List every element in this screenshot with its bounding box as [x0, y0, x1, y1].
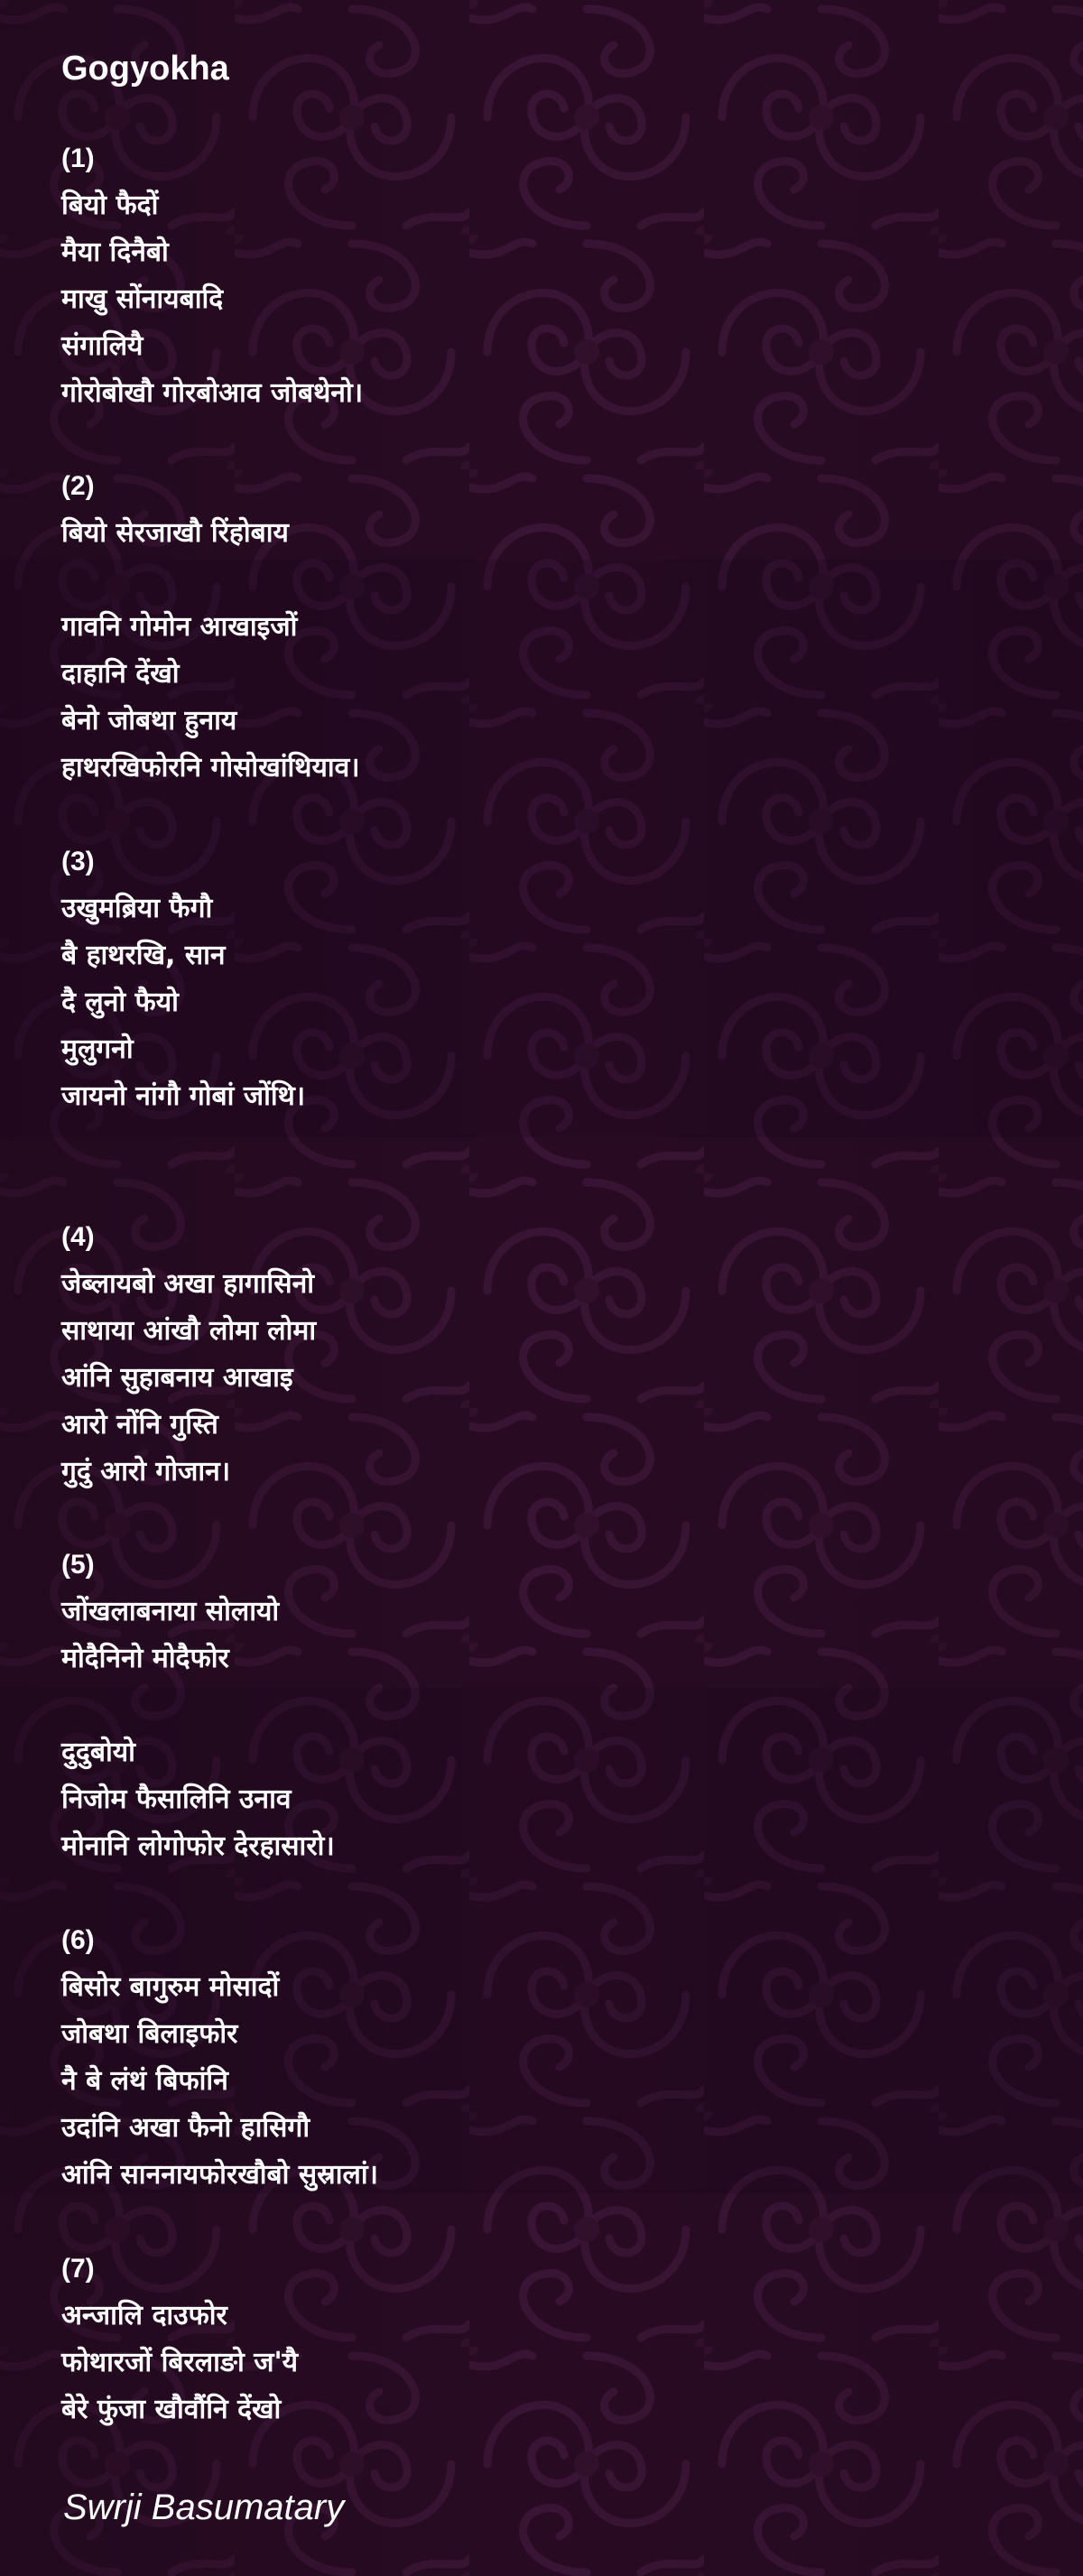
stanza-number: (4)	[61, 1222, 95, 1252]
poem-line: उदांनि अखा फैनो हासिगौ	[61, 2112, 310, 2144]
poem-line: गुदुं आरो गोजान।	[61, 1456, 231, 1487]
stanza-5	[61, 1542, 1036, 1870]
stanza-4	[61, 1214, 1036, 1496]
poem-line: आंनि साननायफोरखौबो सुस्रालां।	[61, 2159, 378, 2191]
poem-line: आरो नोंनि गुस्ति	[61, 1409, 218, 1441]
stanza-1	[61, 135, 1036, 417]
poem-line: मोनानि लोगोफोर देरहासारो।	[61, 1830, 335, 1862]
stanza-number: (3)	[61, 847, 95, 876]
stanza-number: (1)	[61, 144, 95, 173]
poem-line: मुलुगनो	[61, 1033, 134, 1065]
poem-line: दुदुबोयो	[61, 1737, 135, 1768]
poem-line: गोरोबोखौ गोरबोआव जोबथेनो।	[61, 377, 364, 409]
poem-line: अन्जालि दाउफोर	[61, 2300, 227, 2331]
stanza-2	[61, 463, 1036, 792]
poem-line	[61, 1682, 1036, 1729]
stanza-6	[61, 1917, 1036, 2199]
poem-line: जोबथा बिलाइफोर	[61, 2018, 238, 2050]
poem-line: दाहानि देंखो	[61, 658, 180, 690]
stanza-number: (2)	[61, 471, 95, 501]
poem-line: बिसोर बागुरुम मोसादों	[61, 1971, 280, 2003]
poem-line: साथाया आंखौ लोमा लोमा	[61, 1315, 317, 1347]
stanza-number: (5)	[61, 1550, 95, 1580]
poem-line: गावनि गोमोन आखाइजों	[61, 611, 298, 643]
stanza-7	[61, 2246, 1036, 2433]
poem-line: आंनि सुहाबनाय आखाइ	[61, 1362, 293, 1394]
poem-line: बै हाथरखि, सान	[61, 940, 226, 971]
poem-line: उखुमब्रिया फैगौ	[61, 893, 213, 924]
stanza-3	[61, 839, 1036, 1120]
poem-line: जायनो नांगौ गोबां जोंथि।	[61, 1080, 306, 1112]
stanza-number: (6)	[61, 1925, 95, 1955]
poem-line: माखु सोंनायबादि	[61, 283, 224, 315]
stanza-number: (7)	[61, 2254, 95, 2284]
poem-line: संगालियै	[61, 330, 143, 362]
poem-line: जोंखलाबनाया सोलायो	[61, 1596, 280, 1627]
poem-line: मैया दिनैबो	[61, 236, 169, 268]
poem-line: दै लुनो फैयो	[61, 987, 179, 1018]
poem-line	[61, 557, 1036, 604]
poem-line: फोथारजों बिरलाङो ज'यै	[61, 2347, 299, 2378]
poem-line: बेरे फुंजा खौवौंनि देंखो	[61, 2394, 282, 2425]
poem-author: Swrji Basumatary	[63, 2488, 345, 2527]
poem-line: हाथरखिफोरनि गोसोखांथियाव।	[61, 752, 360, 783]
poem-line: बेनो जोबथा हुनाय	[61, 705, 237, 737]
poem-line: जेब्लायबो अखा हागासिनो	[61, 1268, 315, 1300]
poem-line: निजोम फैसालिनि उनाव	[61, 1784, 292, 1815]
poem-line: नै बे लंथं बिफांनि	[61, 2065, 228, 2097]
poem-line: मोदैनिनो मोदैफोर	[61, 1643, 229, 1674]
poem-line: बियो सेरजाखौ रिंहोबाय	[61, 517, 289, 549]
poem-title: Gogyokha	[61, 50, 229, 88]
poem-line: बियो फैदों	[61, 190, 159, 221]
